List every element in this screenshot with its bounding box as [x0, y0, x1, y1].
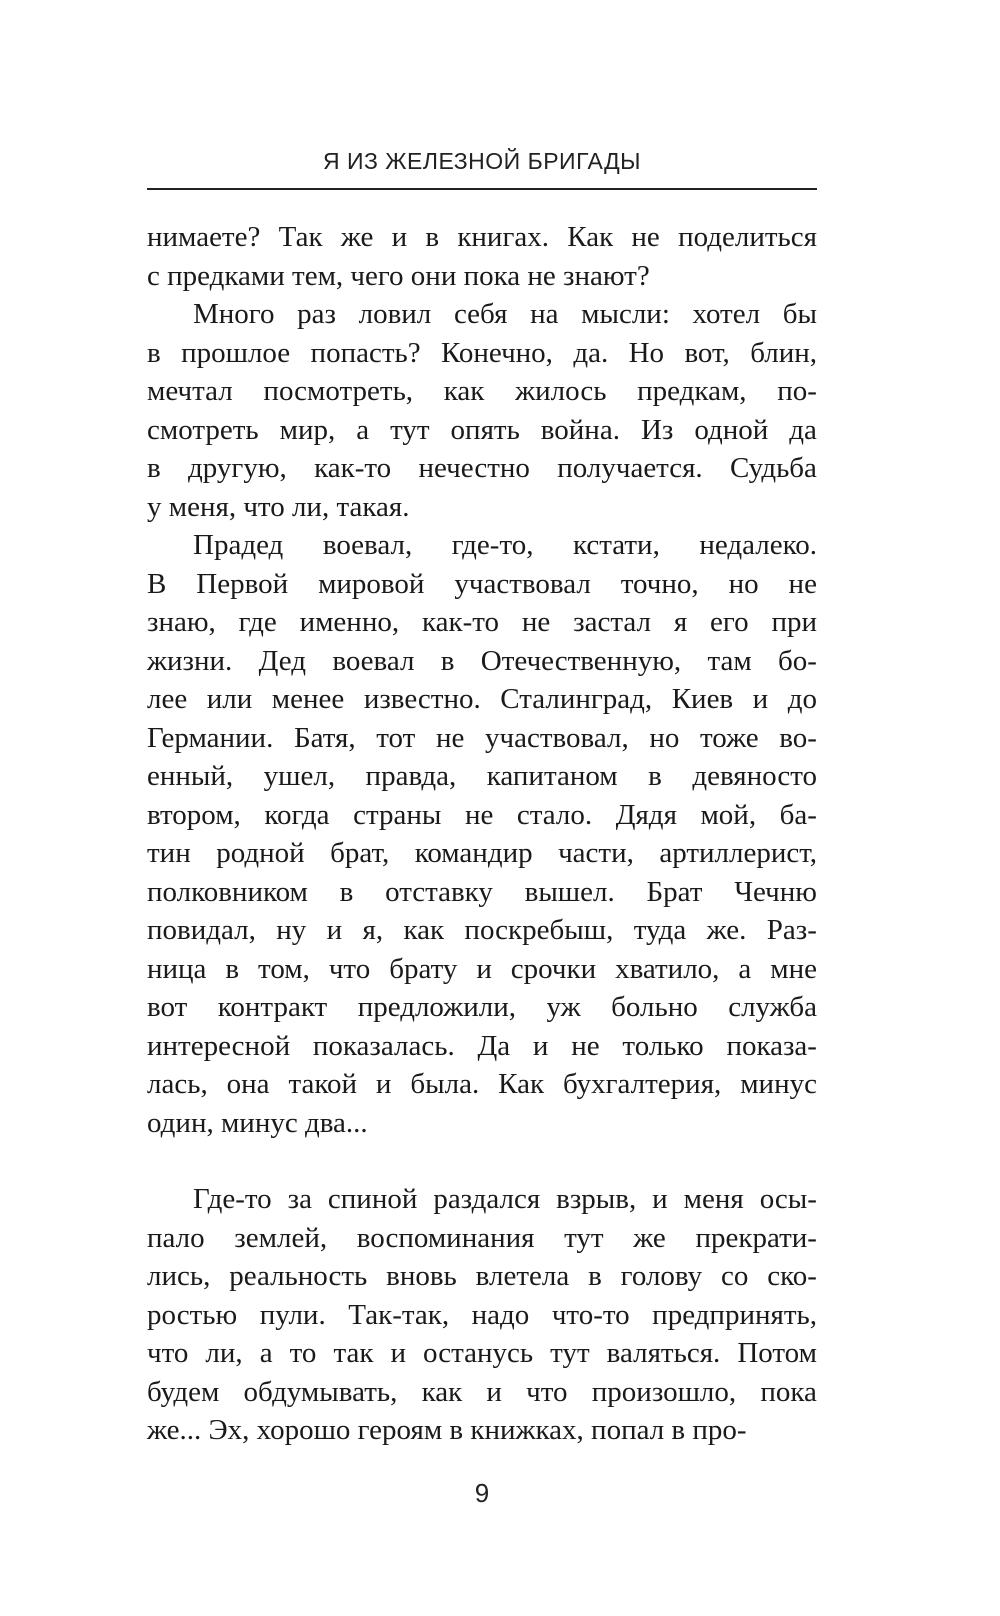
text-line: мечтал посмотреть, как жилось предкам, по- — [147, 375, 817, 407]
text-line: будем обдумывать, как и что произошло, пока — [147, 1375, 817, 1408]
page-number: 9 — [474, 1478, 490, 1508]
text-line: повидал, ну и я, как поскребыш, туда же. Раз- — [147, 914, 817, 946]
text-line: нимаете? Так же и в книгах. Как не поделиться — [147, 221, 817, 253]
text-line: ростью пули. Так-так, надо что-то предпринять, — [147, 1298, 817, 1331]
body-text — [147, 218, 817, 1450]
text-line: втором, когда страны не стало. Дядя мой, ба- — [147, 798, 817, 831]
text-line: Много раз ловил себя на мысли: хотел бы — [193, 298, 817, 330]
text-line: вот контракт предложили, уж больно служба — [147, 991, 817, 1023]
text-line: в другую, как-то нечестно получается. Судьба — [147, 452, 817, 484]
text-line: в прошлое попасть? Конечно, да. Но вот, блин, — [147, 336, 817, 369]
text-line: с предками тем, чего они пока не знают? — [147, 259, 650, 292]
paragraph — [147, 295, 817, 526]
text-line: смотреть мир, а тут опять война. Из одной да — [147, 413, 817, 446]
scene-break — [147, 1142, 817, 1180]
text-line: полковником в отставку вышел. Брат Чечню — [147, 875, 817, 908]
text-line: интересной показалась. Да и не только показа- — [147, 1029, 817, 1062]
text-line: жизни. Дед воевал в Отечественную, там бо- — [147, 644, 817, 677]
text-line: один, минус два... — [147, 1106, 368, 1139]
text-line: знаю, где именно, как-то не застал я его при — [147, 606, 817, 638]
text-line: Германии. Батя, тот не участвовал, но тоже во- — [147, 721, 817, 754]
text-line: Прадед воевал, где-то, кстати, недалеко. — [193, 529, 817, 561]
text-line: В Первой мировой участвовал точно, но не — [147, 567, 817, 600]
text-line: енный, ушел, правда, капитаном в девяносто — [147, 760, 817, 792]
text-line: пало землей, воспоминания тут же прекрати- — [147, 1221, 817, 1254]
text-line: Где-то за спиной раздался взрыв, и меня осы- — [193, 1183, 817, 1215]
text-line: лась, она такой и была. Как бухгалтерия, минус — [147, 1068, 817, 1100]
text-line: же... Эх, хорошо героям в книжках, попал в про- — [147, 1414, 747, 1446]
text-line: тин родной брат, командир части, артиллерист, — [147, 837, 817, 869]
text-line: что ли, а то так и останусь тут валяться. Потом — [147, 1337, 817, 1369]
paragraph — [147, 1180, 817, 1450]
text-line: лись, реальность вновь влетела в голову со ско- — [147, 1260, 817, 1292]
paragraph — [147, 526, 817, 1142]
header-rule — [147, 188, 817, 190]
text-line: лее или менее известно. Сталинград, Киев и до — [147, 683, 817, 715]
running-head: Я ИЗ ЖЕЛЕЗНОЙ БРИГАДЫ — [322, 148, 642, 174]
text-line: у меня, что ли, такая. — [147, 490, 410, 523]
paragraph — [147, 218, 817, 295]
text-line: ница в том, что брату и срочки хватило, а мне — [147, 952, 817, 985]
